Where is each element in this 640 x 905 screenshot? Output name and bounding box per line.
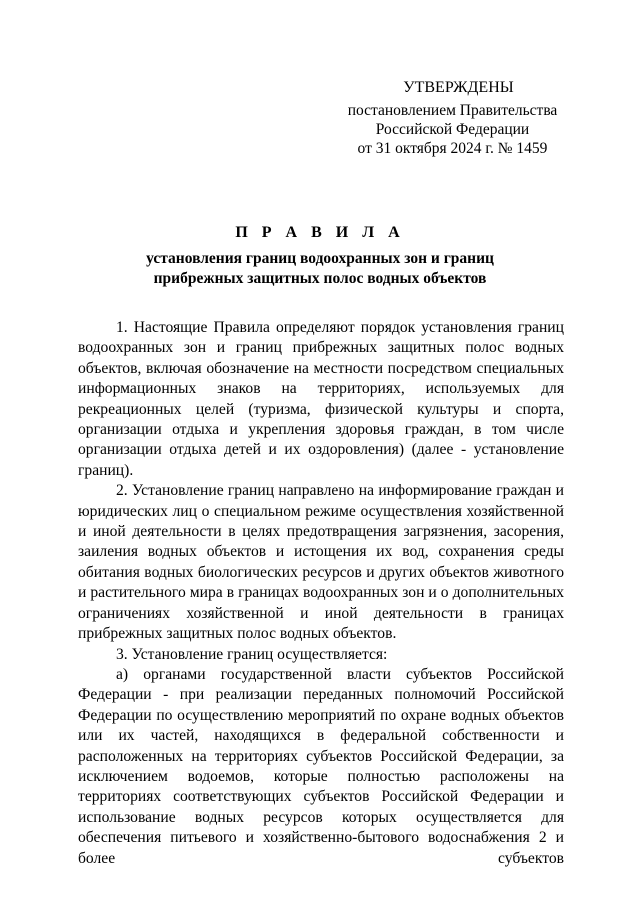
paragraph-3: 3. Установление границ осуществляется: [116, 645, 388, 663]
approval-block [320, 78, 585, 158]
subtitle-line-2: прибрежных защитных полос водных объектов [153, 270, 487, 287]
approval-heading: УТВЕРЖДЕНЫ [403, 79, 514, 96]
subtitle-line-1: установления границ водоохранных зон и границ [146, 250, 494, 267]
paragraph-2: 2. Установление границ направлено на информирование граждан и юридических лиц о специальном режиме осуществления хозяйственной и иной деятельности в целях предотвращения загрязнения, засорения, заиления водных объектов и истощения их вод, сохранения среды обитания водных биологических ресурсов и других объектов животного и растительного мира в границах водоохранных зон и о дополнительных ограничениях хозяйственной и иной деятельности в границах прибрежных защитных полос водных объектов. [78, 482, 564, 643]
approval-line-3: от 31 октября 2024 г. № 1459 [357, 140, 548, 157]
paragraph-1: 1. Настоящие Правила определяют порядок установления границ водоохранных зон и границ прибрежных защитных полос водных объектов, включая обозначение на местности посредством специальных информационных знаков на территориях, используемых для рекреационных целей (туризма, физической культуры и спорта, организации отдыха и укрепления здоровья граждан, в том числе организации отдыха детей и их оздоровления) (далее - установление границ). [78, 319, 564, 479]
document-subtitle [110, 249, 530, 289]
approval-line-2: Российской Федерации [375, 121, 530, 138]
document-body [78, 318, 564, 869]
approval-line-1: постановлением Правительства [347, 102, 558, 119]
document-title: П Р А В И Л А [235, 224, 405, 241]
paragraph-3a: а) органами государственной власти субъектов Российской Федерации - при реализации переданных полномочий Российской Федерации по осуществлению мероприятий по охране водных объектов или их частей, находящихся в федеральной собственности и расположенных на территориях субъектов Российской Федерации, за исключением водоемов, которые полностью расположены на территориях соответствующих субъектов Российской Федерации и использование водных ресурсов которых осуществляется для обеспечения питьевого и хозяйственно-бытового водоснабжения 2 и более субъектов [78, 665, 564, 867]
